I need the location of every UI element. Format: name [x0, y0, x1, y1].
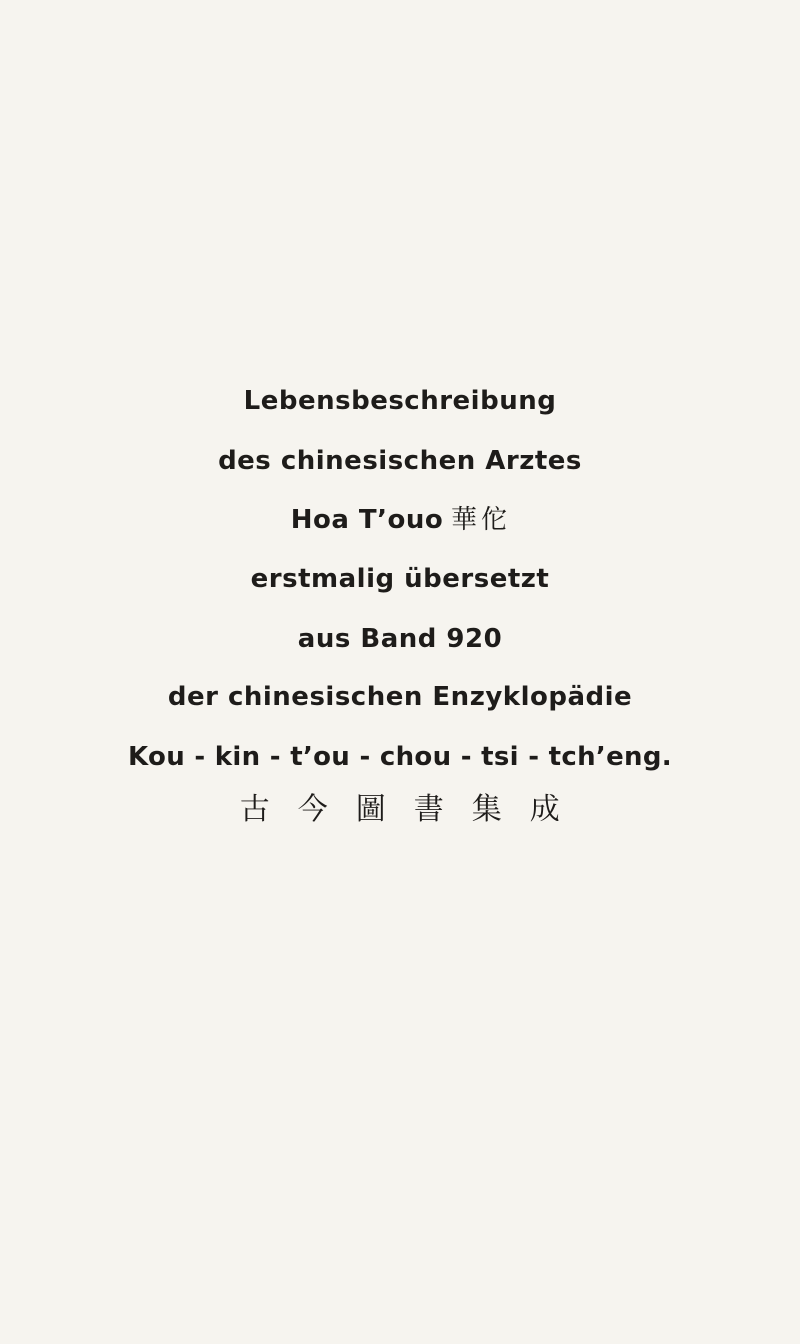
name-chinese	[449, 505, 509, 535]
work-char-6: 成	[529, 792, 561, 827]
work-char-2: 今	[297, 792, 329, 827]
name-romanized: Hoa T’ouo	[290, 505, 444, 535]
name-char-1: 華	[451, 505, 478, 535]
title-line-erstmalig-uebersetzt: erstmalig übersetzt	[250, 564, 550, 594]
title-line-band: aus Band 920	[297, 624, 503, 654]
title-line-romanized-work: Kou - kin - t’ou - chou - tsi - tch’eng.	[128, 742, 672, 772]
title-line-name	[0, 503, 800, 537]
title-line-des-chinesischen-arztes: des chinesischen Arztes	[218, 446, 582, 476]
work-char-5: 集	[471, 792, 503, 827]
title-line-enzyklopaedie: der chinesischen Enzyklopädie	[167, 682, 633, 712]
work-char-3: 圖	[355, 792, 387, 827]
title-line-chinese-work	[0, 790, 800, 830]
title-line-lebensbeschreibung: Lebensbeschreibung	[243, 386, 557, 416]
work-char-1: 古	[239, 792, 271, 827]
name-char-2: 佗	[481, 505, 508, 535]
work-char-4: 書	[413, 792, 445, 827]
